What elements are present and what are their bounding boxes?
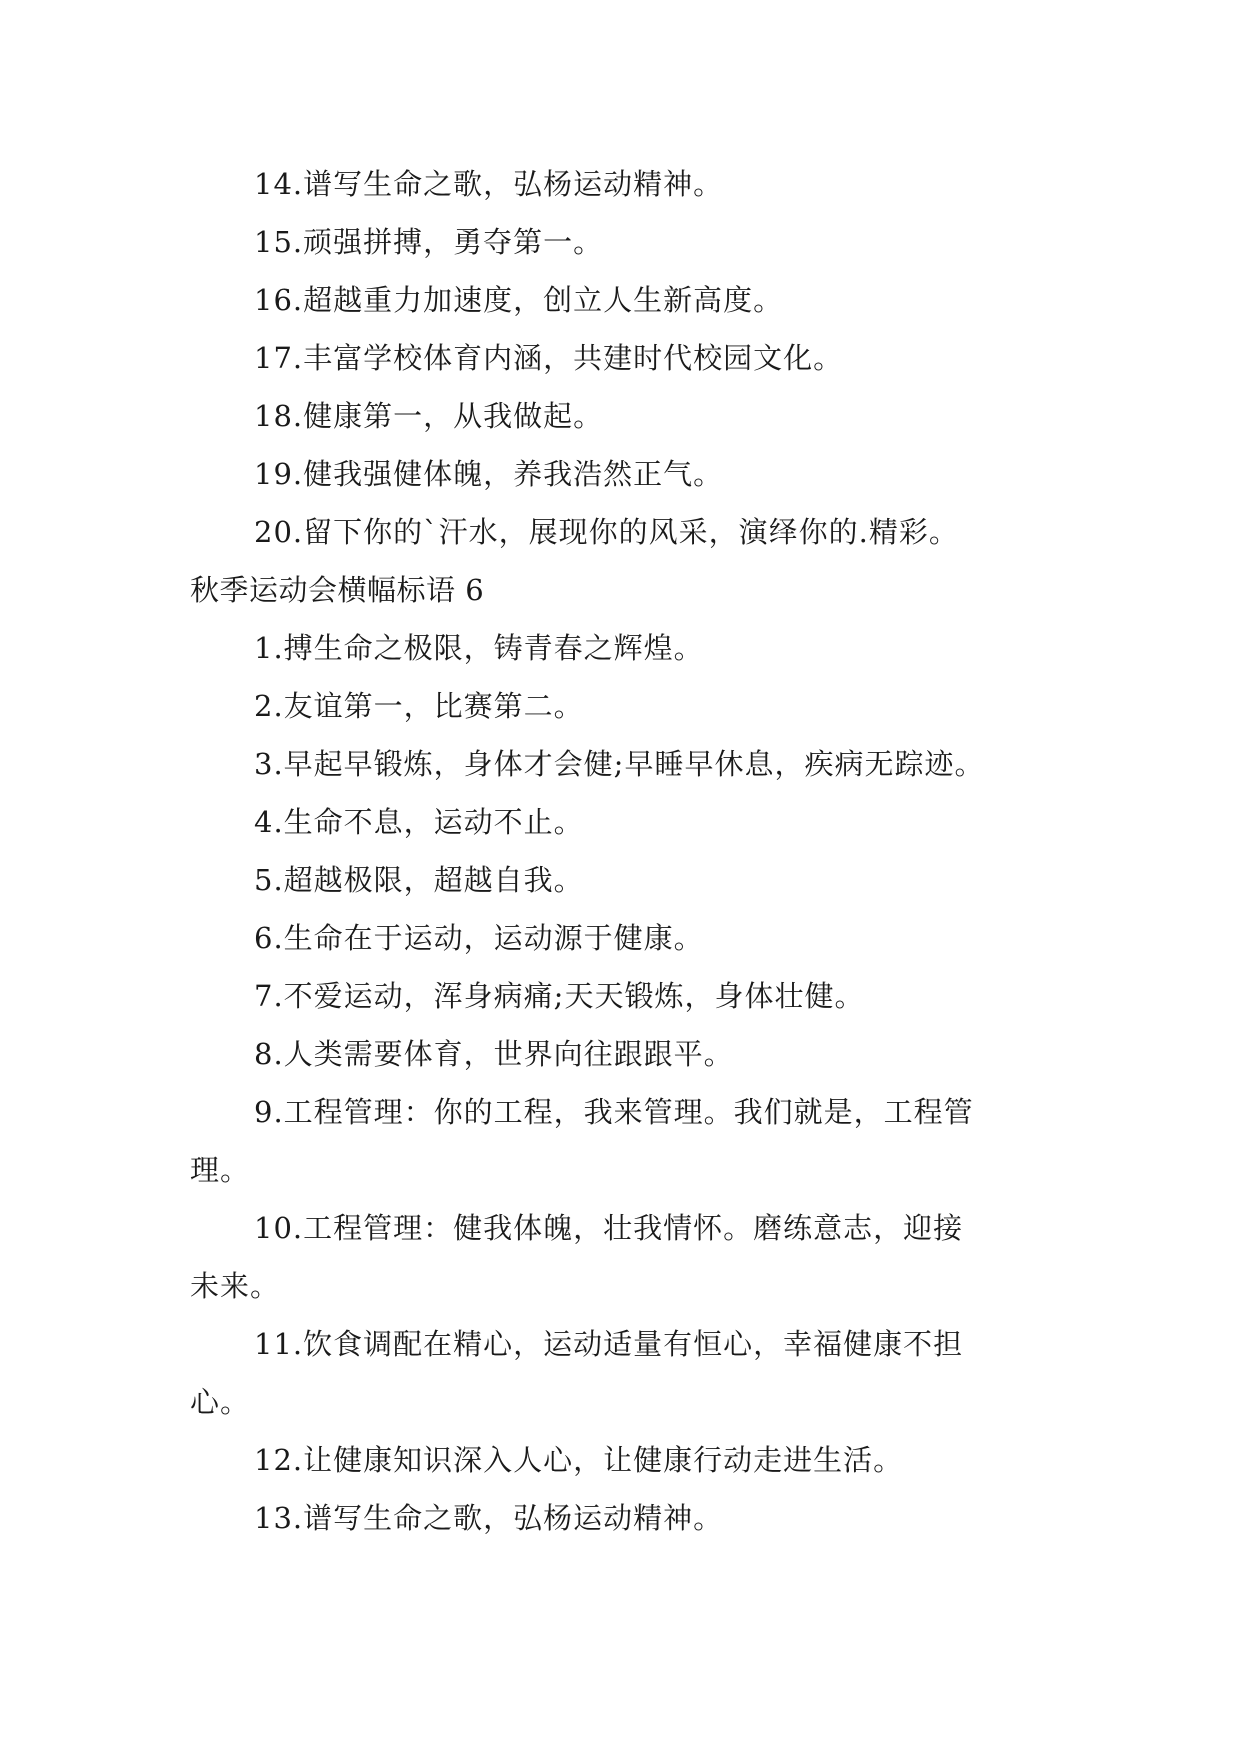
banner-slogan-7: 7.不爱运动，浑身病痛;天天锻炼，身体壮健。 (254, 979, 865, 1013)
banner-slogan-2: 2.友谊第一，比赛第二。 (254, 689, 584, 723)
banner-slogan-10-continuation: 未来。 (190, 1269, 281, 1303)
banner-slogan-11: 11.饮食调配在精心，运动适量有恒心，幸福健康不担 (254, 1327, 964, 1361)
banner-slogan-10: 10.工程管理：健我体魄，壮我情怀。磨练意志，迎接 (254, 1211, 964, 1245)
slogan-20: 20.留下你的`汗水，展现你的风采，演绎你的.精彩。 (254, 515, 959, 549)
banner-slogan-12: 12.让健康知识深入人心，让健康行动走进生活。 (254, 1443, 904, 1477)
banner-slogan-4: 4.生命不息，运动不止。 (254, 805, 584, 839)
slogan-18: 18.健康第一，从我做起。 (254, 399, 604, 433)
banner-slogan-3: 3.早起早锻炼，身体才会健;早睡早休息，疾病无踪迹。 (254, 747, 985, 781)
banner-slogan-1: 1.搏生命之极限，铸青春之辉煌。 (254, 631, 704, 665)
banner-slogan-8: 8.人类需要体育，世界向往跟跟平。 (254, 1037, 734, 1071)
slogan-17: 17.丰富学校体育内涵，共建时代校园文化。 (254, 341, 844, 375)
slogan-15: 15.顽强拼搏，勇夺第一。 (254, 225, 604, 259)
banner-slogan-11-continuation: 心。 (190, 1385, 251, 1419)
banner-slogan-13: 13.谱写生命之歌，弘杨运动精神。 (254, 1501, 724, 1535)
banner-slogan-9-continuation: 理。 (190, 1153, 251, 1187)
banner-slogan-6: 6.生命在于运动，运动源于健康。 (254, 921, 704, 955)
slogan-14: 14.谱写生命之歌，弘杨运动精神。 (254, 167, 724, 201)
banner-slogan-9: 9.工程管理：你的工程，我来管理。我们就是，工程管 (254, 1095, 974, 1129)
section-heading: 秋季运动会横幅标语 6 (190, 573, 485, 607)
slogan-16: 16.超越重力加速度，创立人生新高度。 (254, 283, 784, 317)
banner-slogan-5: 5.超越极限，超越自我。 (254, 863, 584, 897)
slogan-19: 19.健我强健体魄，养我浩然正气。 (254, 457, 724, 491)
